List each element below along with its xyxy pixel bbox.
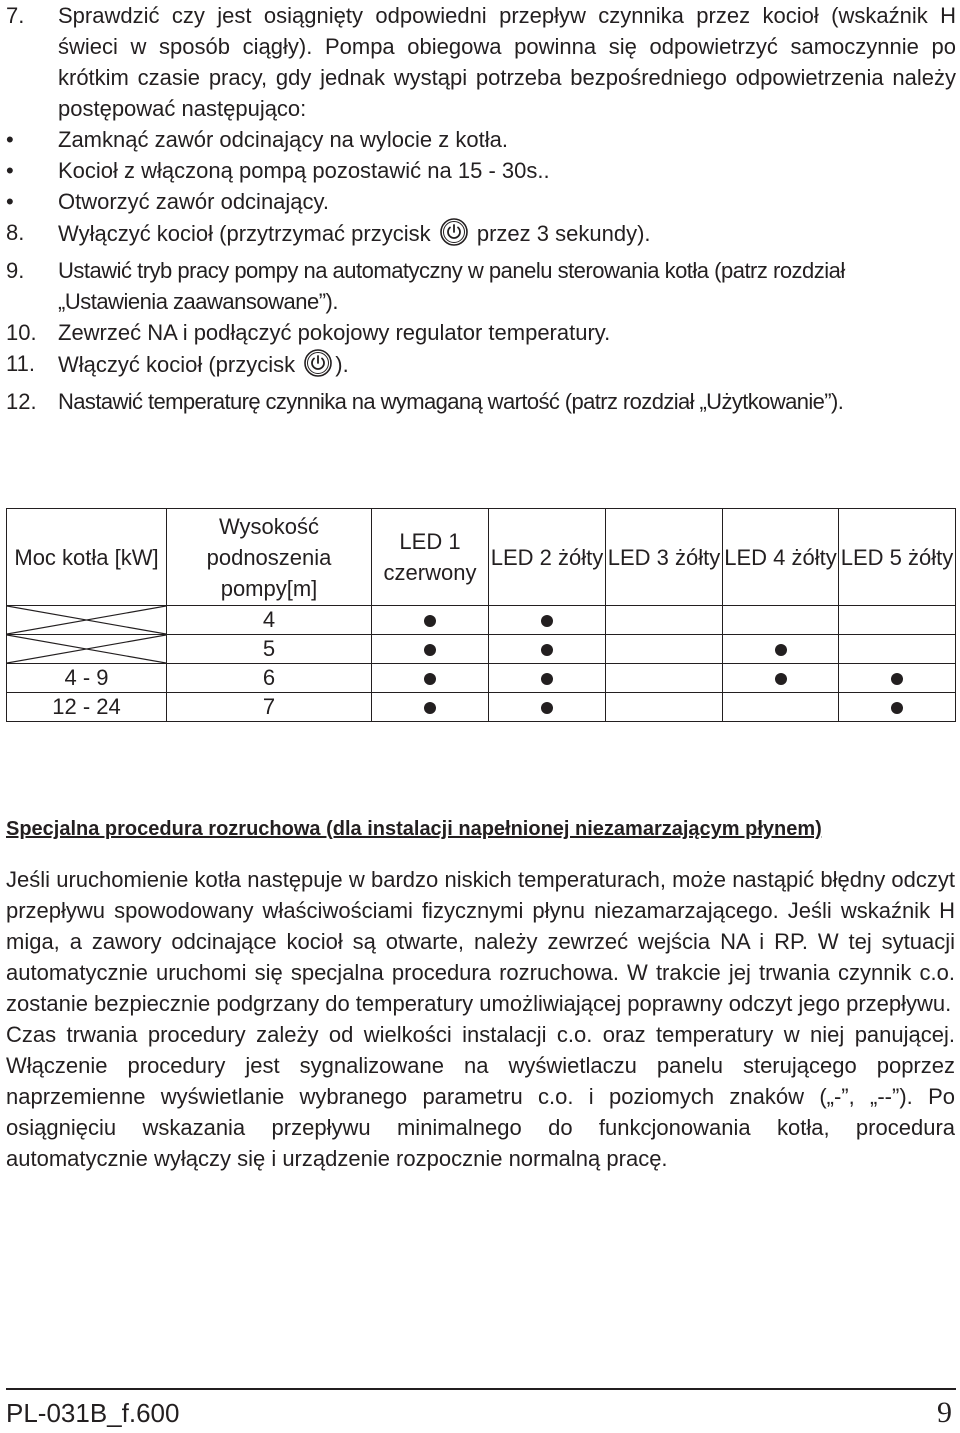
table-row bbox=[7, 606, 956, 635]
led-4-cell bbox=[723, 693, 839, 722]
led-on-dot bbox=[541, 615, 553, 627]
step-text: Zewrzeć NA i podłączyć pokojowy regulator temperatury. bbox=[58, 320, 611, 345]
led-3-cell bbox=[606, 693, 723, 722]
led-on-dot bbox=[775, 644, 787, 656]
step-text-before: Wyłączyć kocioł (przytrzymać przycisk bbox=[58, 221, 431, 246]
step-number: 10. bbox=[6, 320, 37, 345]
power-button-icon bbox=[303, 348, 333, 386]
led-4-cell bbox=[723, 606, 839, 635]
led-1-cell bbox=[372, 664, 489, 693]
header-pump-head: Wysokość podnoszenia pompy[m] bbox=[167, 509, 372, 606]
header-led-1: LED 1 czerwony bbox=[372, 509, 489, 606]
led-on-dot bbox=[541, 644, 553, 656]
led-5-cell bbox=[839, 635, 956, 664]
step-number: 8. bbox=[6, 220, 25, 245]
step-12 bbox=[6, 386, 956, 417]
led-2-cell bbox=[489, 635, 606, 664]
instruction-steps bbox=[6, 0, 956, 417]
step-text: Otworzyć zawór odcinający. bbox=[58, 189, 330, 214]
boiler-power-cell: 4 - 9 bbox=[7, 664, 167, 693]
led-4-cell bbox=[723, 635, 839, 664]
special-procedure-title: Specjalna procedura rozruchowa (dla instalacji napełnionej niezamarzającym płynem) bbox=[6, 818, 822, 840]
paragraph: Jeśli uruchomienie kotła następuje w bardzo niskich temperaturach, może nastąpić błędny odczyt przepływu spowodowany właściwościami fizycznymi płynu niezamarzającego. Jeśli wskaźnik H miga, a zawory odcinające kocioł są otwarte, należy zewrzeć wejścia NA i RP. W tej sytuacji automatycznie uruchomi się specjalna procedura rozruchowa. W trakcie jej trwania czynnik c.o. zostanie bezpiecznie podgrzany do temperatury umożliwiającej poprawny odczyt jego przepływu. bbox=[6, 867, 955, 1016]
header-boiler-power: Moc kotła [kW] bbox=[7, 509, 167, 606]
bullet-leave-pump bbox=[6, 155, 956, 186]
pump-head-cell: 6 bbox=[167, 664, 372, 693]
led-on-dot bbox=[891, 702, 903, 714]
header-led-4: LED 4 żółty bbox=[723, 509, 839, 606]
step-number: 7. bbox=[6, 3, 25, 28]
crossed-out-cell bbox=[7, 606, 167, 635]
led-on-dot bbox=[424, 673, 436, 685]
table-row bbox=[7, 693, 956, 722]
step-8 bbox=[6, 217, 956, 255]
led-on-dot bbox=[541, 673, 553, 685]
pump-led-table bbox=[6, 508, 956, 722]
bullet: • bbox=[6, 158, 14, 183]
paragraph: Czas trwania procedury zależy od wielkości instalacji c.o. oraz temperatury w niej panującej. Włączenie procedury jest sygnalizowane na wyświetlaczu panelu sterującego poprzez naprzemienne wyświetlanie wybranego parametru c.o. i poziomych znaków („-”, „--”). Po osiągnięciu wskazania przepływu minimalnego do funkcjonowania kotła, procedura automatycznie wyłączy się i urządzenie rozpocznie normalną pracę. bbox=[6, 1022, 955, 1171]
step-10 bbox=[6, 317, 956, 348]
boiler-power-cell: 12 - 24 bbox=[7, 693, 167, 722]
step-7 bbox=[6, 0, 956, 124]
led-on-dot bbox=[424, 702, 436, 714]
led-1-cell bbox=[372, 606, 489, 635]
pump-head-cell: 4 bbox=[167, 606, 372, 635]
led-5-cell bbox=[839, 664, 956, 693]
table-row bbox=[7, 635, 956, 664]
power-button-icon bbox=[439, 217, 469, 255]
pump-head-cell: 7 bbox=[167, 693, 372, 722]
led-3-cell bbox=[606, 635, 723, 664]
led-5-cell bbox=[839, 693, 956, 722]
led-5-cell bbox=[839, 606, 956, 635]
pump-head-cell: 5 bbox=[167, 635, 372, 664]
table-row bbox=[7, 664, 956, 693]
led-on-dot bbox=[891, 673, 903, 685]
table-body bbox=[7, 606, 956, 722]
led-1-cell bbox=[372, 693, 489, 722]
led-4-cell bbox=[723, 664, 839, 693]
led-on-dot bbox=[424, 615, 436, 627]
led-2-cell bbox=[489, 664, 606, 693]
step-number: 12. bbox=[6, 389, 37, 414]
step-text: Nastawić temperaturę czynnika na wymaganą wartość (patrz rozdział „Użytkowanie”). bbox=[58, 389, 844, 414]
step-11 bbox=[6, 348, 956, 386]
bullet-open-valve bbox=[6, 186, 956, 217]
step-text: Ustawić tryb pracy pompy na automatyczny w panelu sterowania kotła (patrz rozdział „Ustawienia zaawansowane”). bbox=[58, 258, 845, 314]
header-led-2: LED 2 żółty bbox=[489, 509, 606, 606]
bullet: • bbox=[6, 127, 14, 152]
header-led-5: LED 5 żółty bbox=[839, 509, 956, 606]
page-number: 9 bbox=[937, 1396, 952, 1429]
table-header-row bbox=[7, 509, 956, 606]
document-code: PL-031B_f.600 bbox=[6, 1398, 180, 1428]
step-text-after: ). bbox=[335, 352, 349, 377]
step-text-before: Włączyć kocioł (przycisk bbox=[58, 352, 296, 377]
step-text-after: przez 3 sekundy). bbox=[476, 221, 651, 246]
step-9 bbox=[6, 255, 956, 317]
step-number: 9. bbox=[6, 258, 25, 283]
bullet-close-valve bbox=[6, 124, 956, 155]
special-procedure-body bbox=[6, 864, 955, 1174]
step-number: 11. bbox=[6, 351, 35, 376]
led-2-cell bbox=[489, 693, 606, 722]
header-led-3: LED 3 żółty bbox=[606, 509, 723, 606]
led-on-dot bbox=[775, 673, 787, 685]
step-text: Kocioł z włączoną pompą pozostawić na 15 - 30s.. bbox=[58, 158, 550, 183]
led-on-dot bbox=[424, 644, 436, 656]
crossed-out-cell bbox=[7, 635, 167, 664]
bullet: • bbox=[6, 189, 14, 214]
led-1-cell bbox=[372, 635, 489, 664]
led-2-cell bbox=[489, 606, 606, 635]
led-3-cell bbox=[606, 606, 723, 635]
footer-divider bbox=[6, 1388, 956, 1390]
step-text: Zamknąć zawór odcinający na wylocie z kotła. bbox=[58, 127, 508, 152]
led-on-dot bbox=[541, 702, 553, 714]
step-text: Sprawdzić czy jest osiągnięty odpowiedni przepływ czynnika przez kocioł (wskaźnik H świeci w sposób ciągły). Pompa obiegowa powinna się odpowietrzyć samoczynnie po krótkim czasie pracy, gdy jednak wystąpi potrzeba bezpośredniego odpowietrzenia należy postępować następująco: bbox=[58, 3, 956, 121]
led-3-cell bbox=[606, 664, 723, 693]
